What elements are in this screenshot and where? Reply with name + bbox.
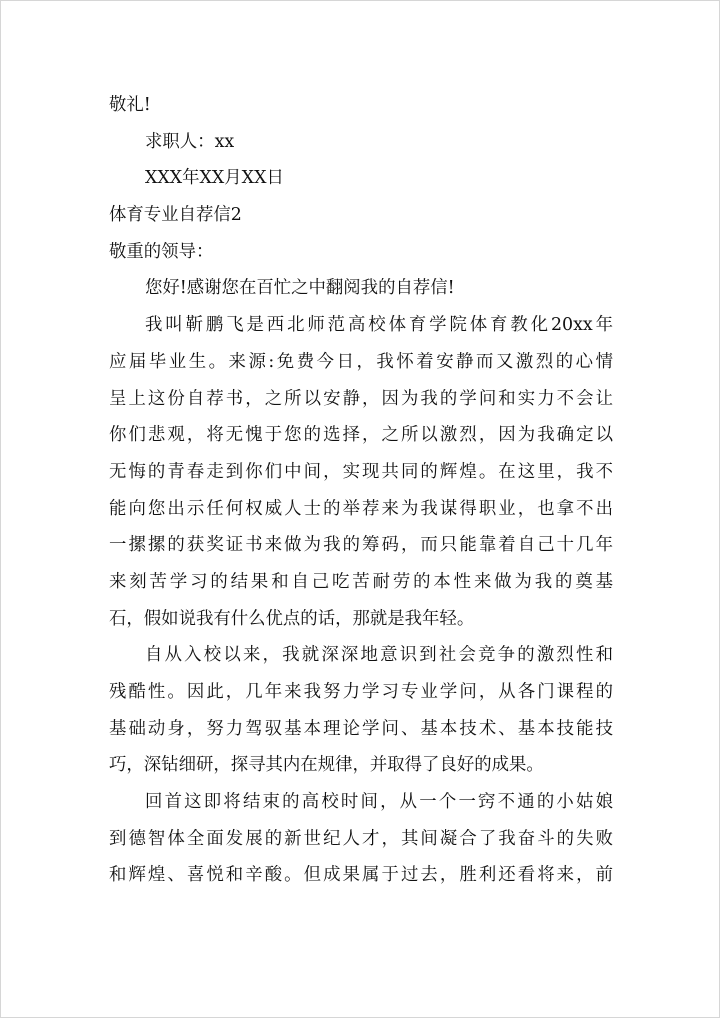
date-line: XXX年XX月XX日	[145, 168, 284, 189]
paragraph-introduction	[109, 307, 613, 637]
paragraph-line: 回首这即将结束的高校时间，从一个一窍不通的小姑娘	[145, 792, 613, 813]
paragraph-line: 无悔的青春走到你们中间，实现共同的辉煌。在这里，我不	[109, 461, 613, 482]
paragraph-line: 基础动身，努力驾驭基本理论学问、基本技术、基本技能技	[109, 718, 613, 739]
paragraph-line: 应届毕业生。来源:免费今日，我怀着安静而又激烈的心情	[109, 351, 613, 372]
paragraph-line: 来刻苦学习的结果和自己吃苦耐劳的本性来做为我的奠基	[109, 571, 613, 592]
paragraph-line: 呈上这份自荐书，之所以安静，因为我的学问和实力不会让	[109, 388, 613, 409]
paragraph-line: 一摞摞的获奖证书来做为我的筹码，而只能靠着自己十几年	[109, 535, 613, 556]
paragraph-line: 你们悲观，将无愧于您的选择，之所以激烈，因为我确定以	[109, 425, 613, 446]
paragraph-study	[109, 637, 613, 784]
paragraph-reflection	[109, 784, 613, 894]
applicant-line: 求职人：xx	[145, 131, 235, 152]
salutation-line: 敬重的领导：	[109, 241, 214, 262]
paragraph-line: 巧，深钻细研，探寻其内在规律，并取得了良好的成果。	[109, 755, 544, 776]
letter-title: 体育专业自荐信2	[109, 205, 242, 226]
paragraph-line: 到德智体全面发展的新世纪人才，其间凝合了我奋斗的失败	[109, 828, 613, 849]
closing-line: 敬礼!	[109, 95, 151, 115]
paragraph-line: 我叫靳鹏飞是西北师范高校体育学院体育教化20xx年	[145, 315, 613, 336]
greeting-line: 您好!感谢您在百忙之中翻阅我的自荐信!	[145, 278, 455, 299]
paragraph-line: 能向您出示任何权威人士的举荐来为我谋得职业，也拿不出	[109, 498, 613, 519]
paragraph-line: 残酷性。因此，几年来我努力学习专业学问，从各门课程的	[109, 682, 613, 702]
paragraph-line: 自从入校以来，我就深深地意识到社会竞争的激烈性和	[145, 645, 613, 666]
paragraph-line: 和辉煌、喜悦和辛酸。但成果属于过去，胜利还看将来，前	[109, 865, 613, 886]
letter-body	[109, 87, 613, 894]
paragraph-line: 石，假如说我有什么优点的话，那就是我年轻。	[109, 608, 475, 629]
